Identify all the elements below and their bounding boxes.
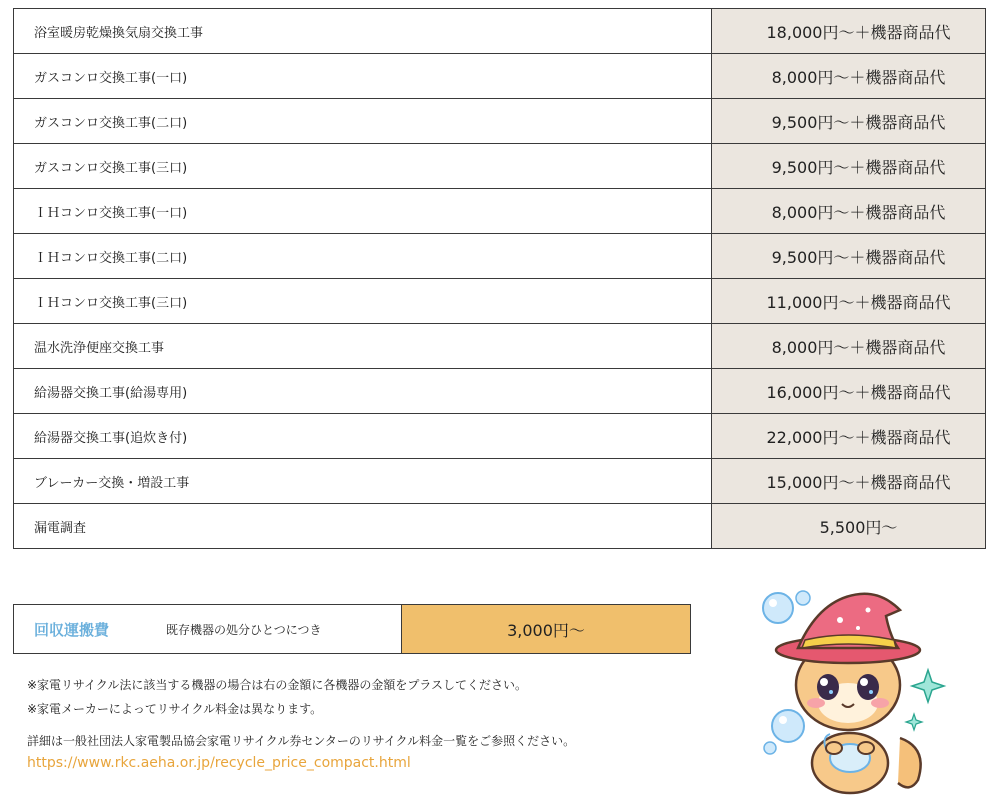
collection-fee-price: 3,000円〜 <box>402 605 690 653</box>
service-name-cell: 給湯器交換工事(給湯専用) <box>14 369 712 414</box>
note-maker-fee: ※家電メーカーによってリサイクル料金は異なります。 <box>27 702 323 716</box>
service-price-cell: 9,500円〜＋機器商品代 <box>712 99 986 144</box>
service-price-cell: 8,000円〜＋機器商品代 <box>712 189 986 234</box>
service-price-cell: 11,000円〜＋機器商品代 <box>712 279 986 324</box>
price-row <box>14 279 986 324</box>
service-price-cell: 5,500円〜 <box>712 504 986 549</box>
price-table <box>13 8 986 549</box>
note-recycle-law: ※家電リサイクル法に該当する機器の場合は右の金額に各機器の金額をプラスしてください。 <box>27 678 528 692</box>
service-name-cell: ＩＨコンロ交換工事(二口) <box>14 234 712 279</box>
price-row <box>14 504 986 549</box>
price-row <box>14 414 986 459</box>
price-row <box>14 189 986 234</box>
collection-fee-left <box>14 605 402 653</box>
service-price-cell: 9,500円〜＋機器商品代 <box>712 234 986 279</box>
service-name-cell: ブレーカー交換・増設工事 <box>14 459 712 504</box>
service-price-cell: 22,000円〜＋機器商品代 <box>712 414 986 459</box>
price-row <box>14 234 986 279</box>
cat-witch-mascot-icon <box>750 588 995 803</box>
service-name-cell: 温水洗浄便座交換工事 <box>14 324 712 369</box>
collection-fee-box <box>13 604 691 654</box>
service-price-cell: 8,000円〜＋機器商品代 <box>712 324 986 369</box>
price-row <box>14 99 986 144</box>
service-name-cell: ガスコンロ交換工事(一口) <box>14 54 712 99</box>
price-row <box>14 144 986 189</box>
service-price-cell: 15,000円〜＋機器商品代 <box>712 459 986 504</box>
service-name-cell: 給湯器交換工事(追炊き付) <box>14 414 712 459</box>
service-name-cell: ＩＨコンロ交換工事(三口) <box>14 279 712 324</box>
price-row <box>14 9 986 54</box>
price-rows <box>14 9 986 549</box>
price-row <box>14 369 986 414</box>
service-name-cell: ガスコンロ交換工事(三口) <box>14 144 712 189</box>
service-price-cell: 9,500円〜＋機器商品代 <box>712 144 986 189</box>
service-name-cell: ガスコンロ交換工事(二口) <box>14 99 712 144</box>
service-price-cell: 16,000円〜＋機器商品代 <box>712 369 986 414</box>
service-price-cell: 8,000円〜＋機器商品代 <box>712 54 986 99</box>
note-details: 詳細は一般社団法人家電製品協会家電リサイクル券センターのリサイクル料金一覧をご参照ください。 <box>27 734 576 748</box>
price-row <box>14 54 986 99</box>
price-row <box>14 324 986 369</box>
service-price-cell: 18,000円〜＋機器商品代 <box>712 9 986 54</box>
recycle-price-link[interactable]: https://www.rkc.aeha.or.jp/recycle_price_compact.html <box>27 755 411 771</box>
service-name-cell: 漏電調査 <box>14 504 712 549</box>
collection-fee-description: 既存機器の処分ひとつにつき <box>166 622 322 637</box>
service-name-cell: ＩＨコンロ交換工事(一口) <box>14 189 712 234</box>
price-row <box>14 459 986 504</box>
notes <box>27 673 575 775</box>
collection-fee-label: 回収運搬費 <box>34 620 110 639</box>
service-name-cell: 浴室暖房乾燥換気扇交換工事 <box>14 9 712 54</box>
